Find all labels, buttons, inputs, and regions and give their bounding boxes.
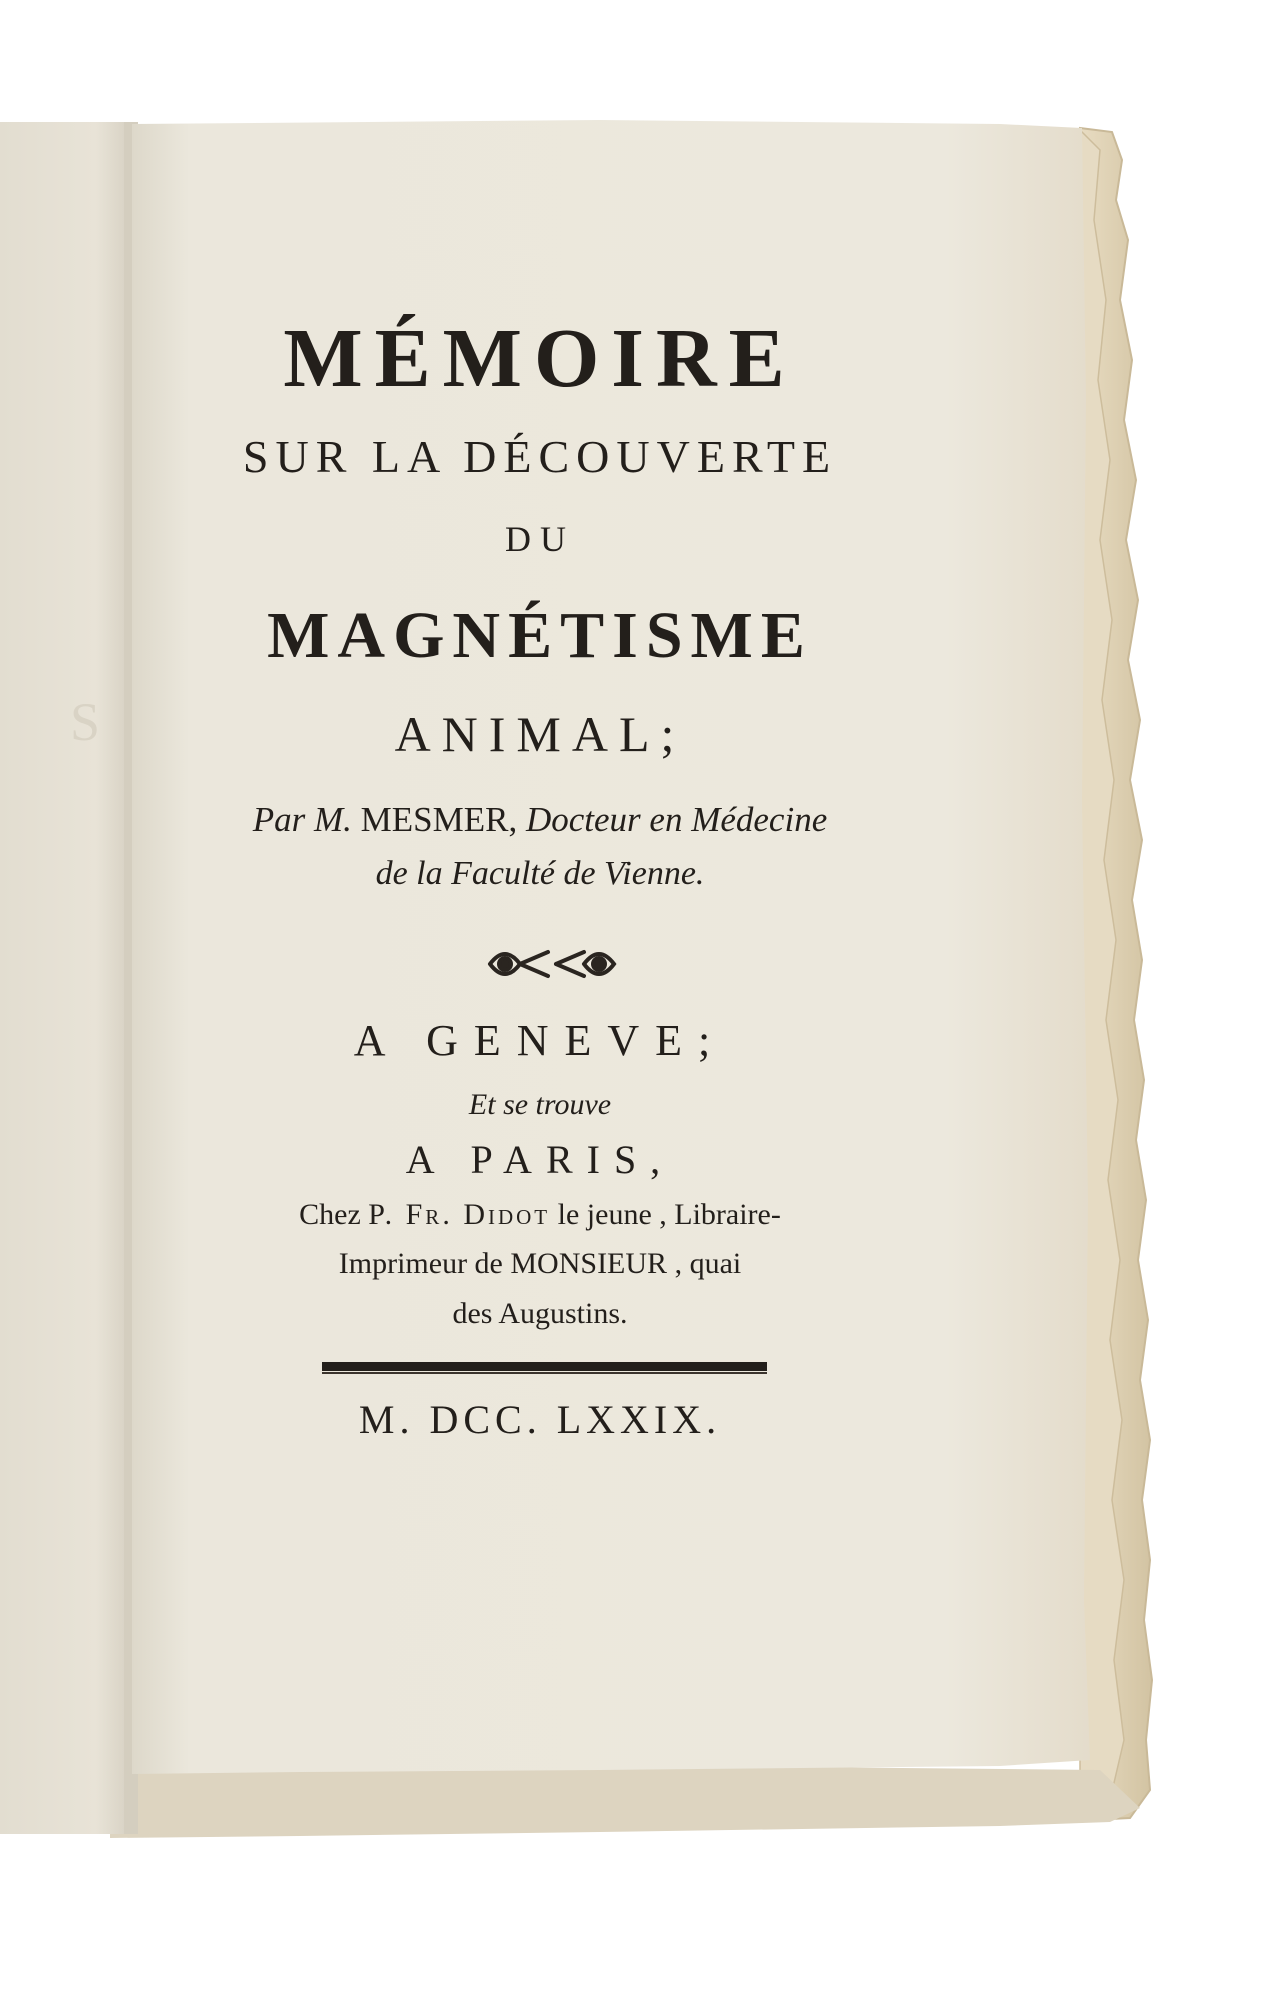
author-prefix: Par M. xyxy=(252,800,352,839)
place-paris: A PARIS, xyxy=(405,1137,675,1182)
subtitle-line-1: SUR LA DÉCOUVERTE xyxy=(242,431,838,482)
place-also-found: Et se trouve xyxy=(468,1088,612,1121)
imprint-chez: Chez xyxy=(299,1198,361,1231)
book-title: MÉMOIRE xyxy=(283,312,797,405)
left-page xyxy=(0,122,128,1834)
thick-rule-under xyxy=(322,1372,767,1374)
imprint-line-3: des Augustins. xyxy=(452,1297,628,1330)
place-geneva: A GENEVE; xyxy=(353,1016,727,1065)
imprint-quai: , quai xyxy=(674,1247,742,1280)
author-name: MESMER xyxy=(360,800,509,839)
subtitle-line-3: MAGNÉTISME xyxy=(267,599,813,672)
author-title: Docteur en Médecine xyxy=(525,800,828,839)
imprint-printer: P. Fr. Didot xyxy=(368,1198,551,1231)
imprint-imprimeur: Imprimeur de xyxy=(338,1247,503,1280)
imprint-rest: le jeune , Libraire- xyxy=(557,1198,781,1231)
author-faculty: de la Faculté de Vienne. xyxy=(375,855,705,892)
subtitle-line-2: DU xyxy=(505,519,575,559)
imprint-line-1 xyxy=(220,1198,860,1232)
author-line xyxy=(220,800,860,840)
imprint-monsieur: MONSIEUR xyxy=(510,1247,668,1280)
publication-date: M. DCC. LXXIX. xyxy=(358,1397,722,1442)
thick-rule xyxy=(322,1362,767,1371)
imprint-line-2 xyxy=(220,1247,860,1281)
author-separator: , xyxy=(508,800,518,839)
show-through-text: S xyxy=(70,692,101,752)
subtitle-line-4: ANIMAL; xyxy=(394,706,686,762)
